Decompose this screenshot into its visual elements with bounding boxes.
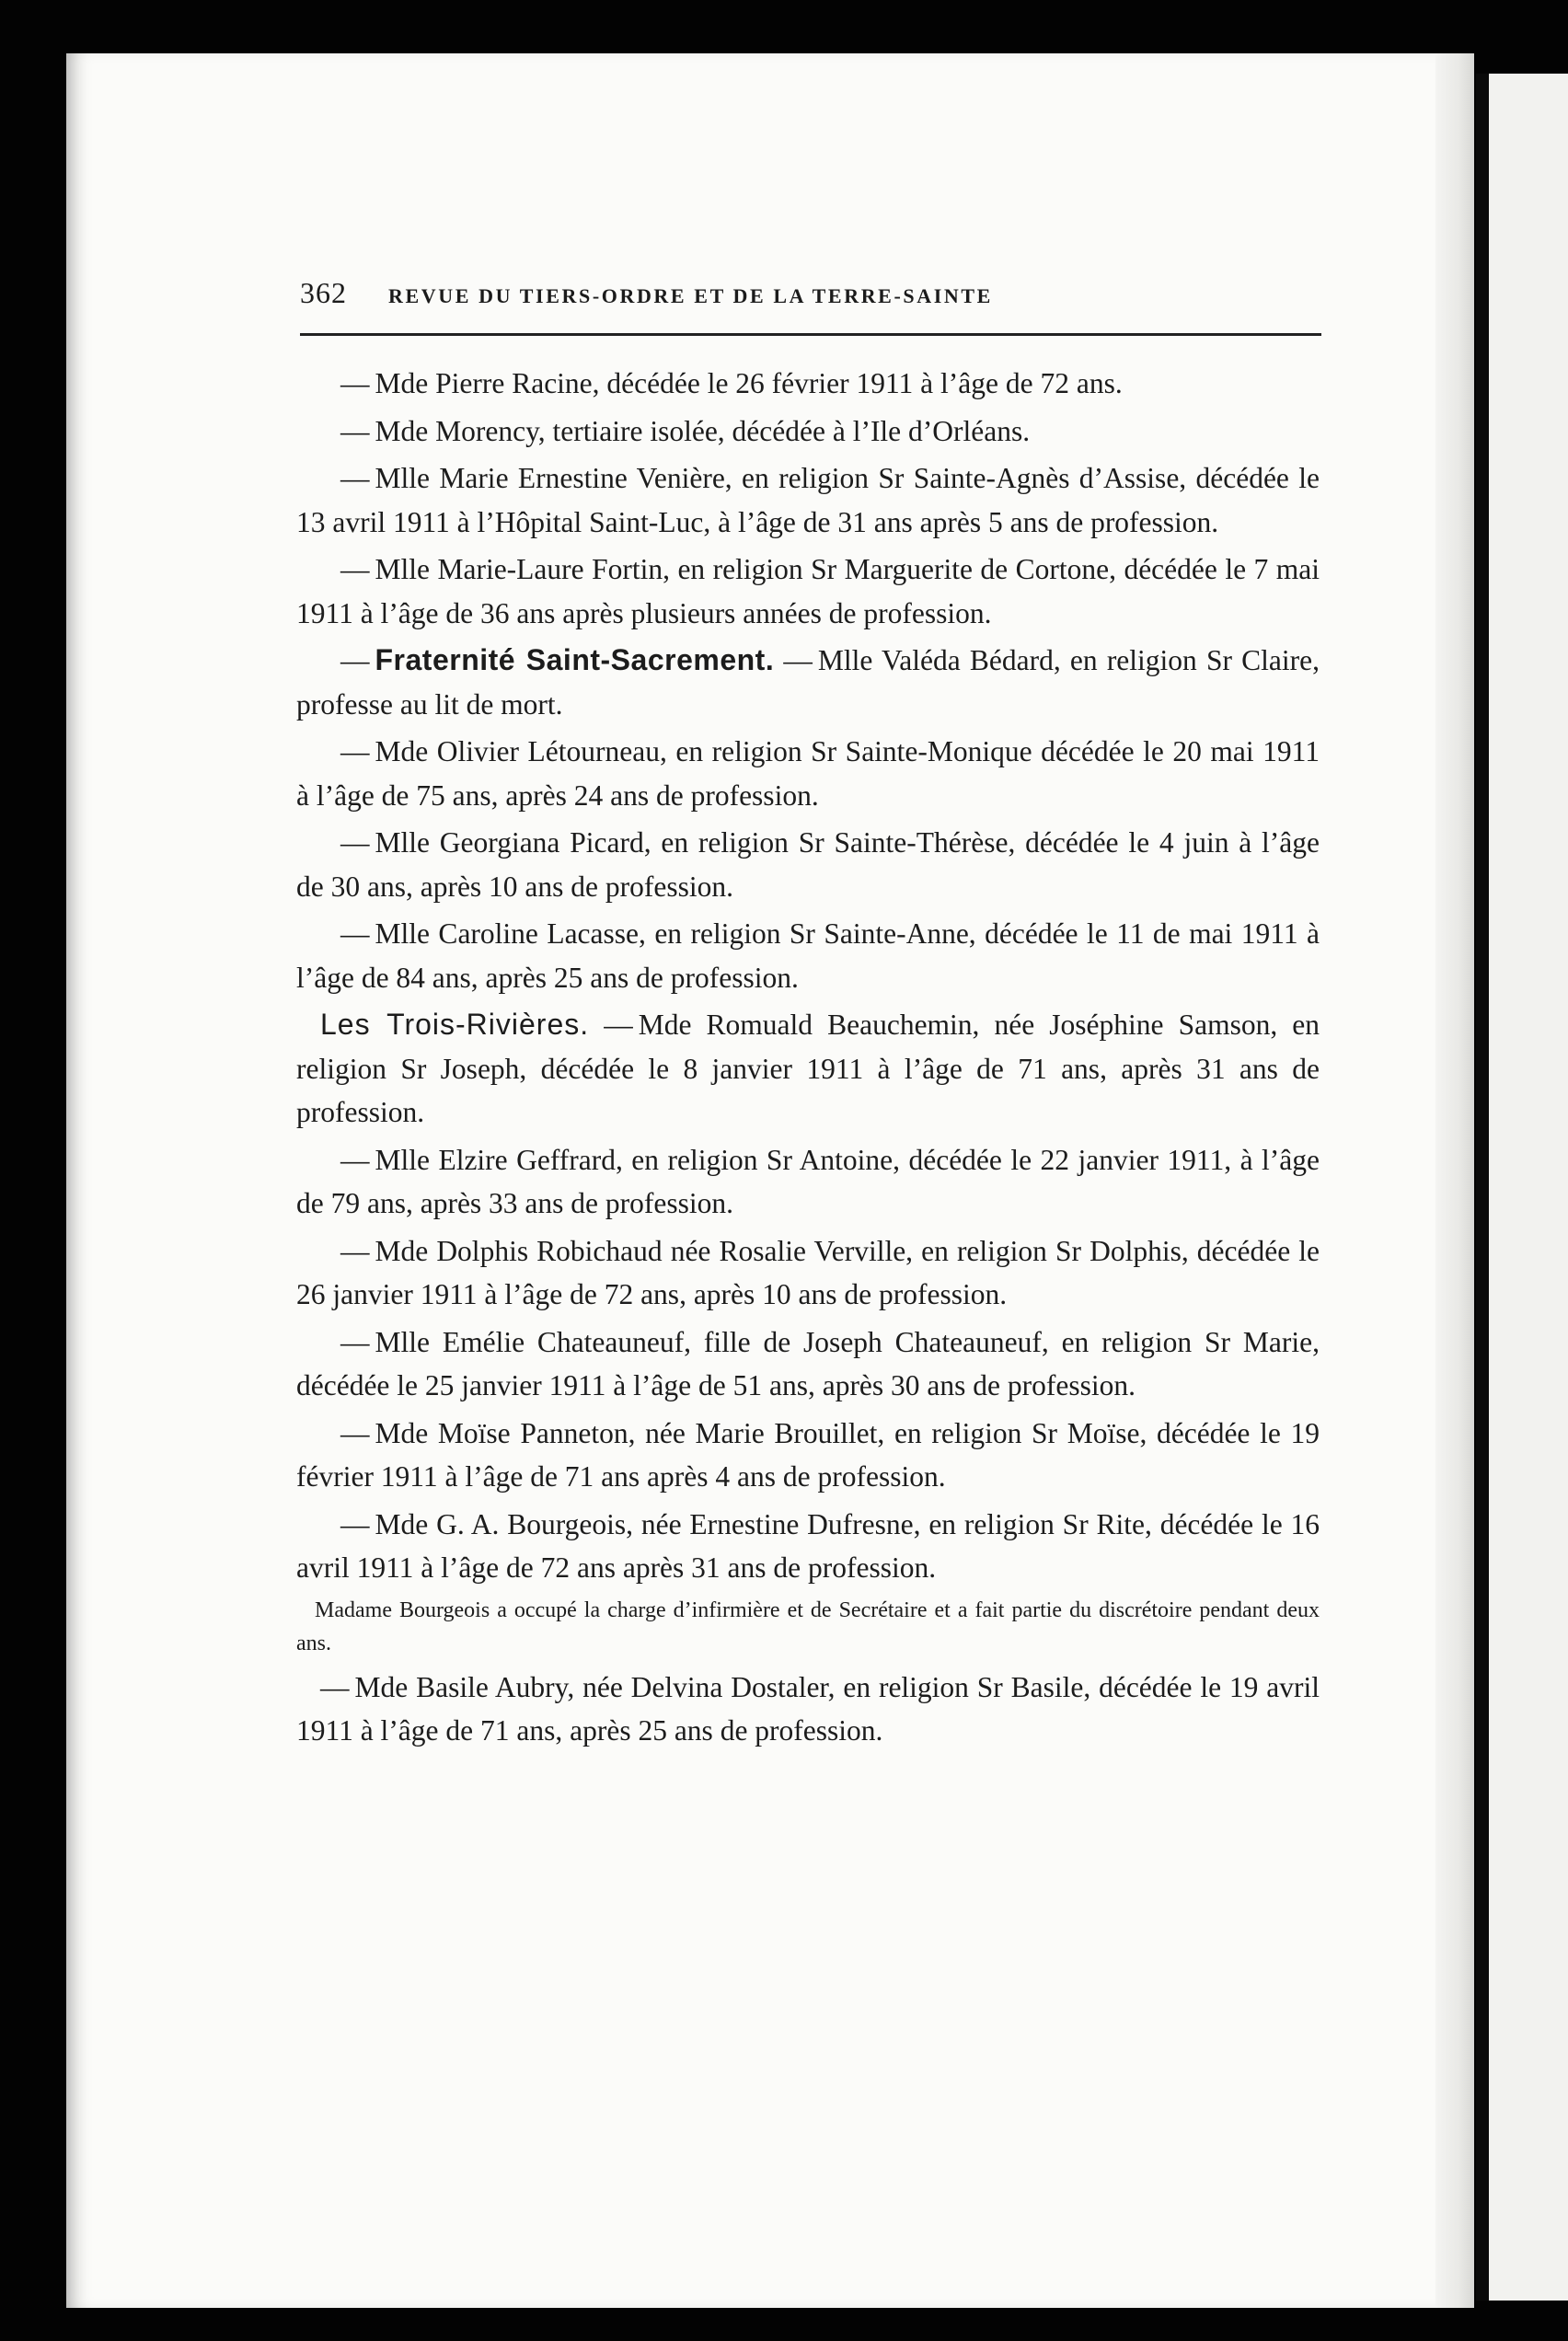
header-rule (300, 333, 1321, 336)
entry-dash: — (340, 553, 368, 585)
obituary-entry (296, 1229, 1320, 1317)
entry-dash: — (340, 735, 368, 767)
entry-text: Mlle Caroline Lacasse, en religion Sr Sainte-Anne, décédée le 11 de mai 1911 à l’âge de 84 ans, après 25 ans de profession. (296, 917, 1320, 994)
entry-dash: — (340, 826, 368, 859)
entry-text: Mde G. A. Bourgeois, née Ernestine Dufresne, en religion Sr Rite, décédée le 16 avril 1911 à l’âge de 72 ans après 31 ans de profession. (296, 1507, 1320, 1584)
entry-text: Mde Olivier Létourneau, en religion Sr Sainte-Monique décédée le 20 mai 1911 à l’âge de 75 ans, après 24 ans de profession. (296, 735, 1320, 812)
running-title: REVUE DU TIERS-ORDRE ET DE LA TERRE-SAINTE (388, 284, 993, 307)
entry-dash: — (604, 1009, 631, 1041)
entry-text: Mde Moïse Panneton, née Marie Brouillet, en religion Sr Moïse, décédée le 19 février 1911 à l’âge de 71 ans après 4 ans de profession. (296, 1416, 1320, 1493)
obituary-entry (296, 912, 1320, 999)
obituary-entry (296, 821, 1320, 908)
entry-text: Mde Dolphis Robichaud née Rosalie Verville, en religion Sr Dolphis, décédée le 26 janvier 1911 à l’âge de 72 ans, après 10 ans de profession. (296, 1234, 1320, 1310)
entry-dash: — (340, 1416, 368, 1449)
entry-text: Mlle Georgiana Picard, en religion Sr Sainte-Thérèse, décédée le 4 juin à l’âge de 30 ans, après 10 ans de profession. (296, 826, 1320, 903)
obituary-entry (296, 362, 1320, 406)
entry-text: Mde Basile Aubry, née Delvina Dostaler, en religion Sr Basile, décédée le 19 avril 1911 à l’âge de 71 ans, après 25 ans de profession. (296, 1670, 1320, 1747)
entry-text: Mlle Marie Ernestine Venière, en religion Sr Sainte-Agnès d’Assise, décédée le 13 avril 1911 à l’Hôpital Saint-Luc, à l’âge de 31 ans après 5 ans de profession. (296, 462, 1320, 538)
entry-dash: — (340, 367, 368, 399)
entry-dash: — (340, 1507, 368, 1540)
obituary-entry (296, 1320, 1320, 1408)
obituary-entry (296, 1412, 1320, 1499)
footnote: Madame Bourgeois a occupé la charge d’infirmière et de Secrétaire et a fait partie du discrétoire pendant deux ans. (296, 1597, 1320, 1655)
entry-text: Mlle Valéda Bédard, en religion Sr Claire, professe au lit de mort. (296, 644, 1320, 721)
section-heading-trois-rivieres: Les Trois-Rivières. (320, 1008, 590, 1041)
entry-text: Mde Morency, tertiaire isolée, décédée à l’Ile d’Orléans. (375, 414, 1031, 447)
section-intro-trois-rivieres (296, 1003, 1320, 1135)
entry-text: Mlle Emélie Chateauneuf, fille de Joseph Chateauneuf, en religion Sr Marie, décédée le 25 janvier 1911 à l’âge de 51 ans, après 30 ans de profession. (296, 1325, 1320, 1401)
page-number: 362 (300, 276, 347, 309)
obituary-entry (296, 730, 1320, 817)
article-body (296, 362, 1320, 1757)
entry-dash: — (340, 462, 368, 494)
obituary-entry (296, 1503, 1320, 1590)
entry-dash: — (783, 644, 811, 676)
obituary-entry (296, 1138, 1320, 1226)
obituary-entry (296, 548, 1320, 635)
entry-dash: — (320, 1670, 348, 1703)
entry-text: Mde Romuald Beauchemin, née Joséphine Samson, en religion Sr Joseph, décédée le 8 janvier 1911 à l’âge de 71 ans, après 31 ans de profession. (296, 1009, 1320, 1128)
obituary-entry (296, 456, 1320, 544)
section-intro-saint-sacrement (296, 639, 1320, 726)
obituary-entry (296, 409, 1320, 454)
entry-text: Mde Pierre Racine, décédée le 26 février 1911 à l’âge de 72 ans. (375, 367, 1123, 399)
entry-dash: — (340, 1143, 368, 1176)
page-edge (1435, 53, 1474, 2308)
entry-dash: — (340, 1234, 368, 1267)
entry-dash: — (340, 917, 368, 950)
entry-dash: — (340, 414, 368, 447)
facing-page-edge (1489, 74, 1568, 2301)
gutter-shadow (1476, 74, 1489, 2301)
running-head (300, 276, 1321, 313)
section-heading-saint-sacrement: Fraternité Saint-Sacrement. (375, 643, 775, 676)
entry-text: Mlle Marie-Laure Fortin, en religion Sr Marguerite de Cortone, décédée le 7 mai 1911 à l’âge de 36 ans après plusieurs années de profession. (296, 553, 1320, 629)
entry-text: Mlle Elzire Geffrard, en religion Sr Antoine, décédée le 22 janvier 1911, à l’âge de 79 ans, après 33 ans de profession. (296, 1143, 1320, 1219)
obituary-entry (296, 1666, 1320, 1753)
entry-dash: — (340, 1325, 368, 1358)
entry-dash: — (340, 644, 368, 676)
